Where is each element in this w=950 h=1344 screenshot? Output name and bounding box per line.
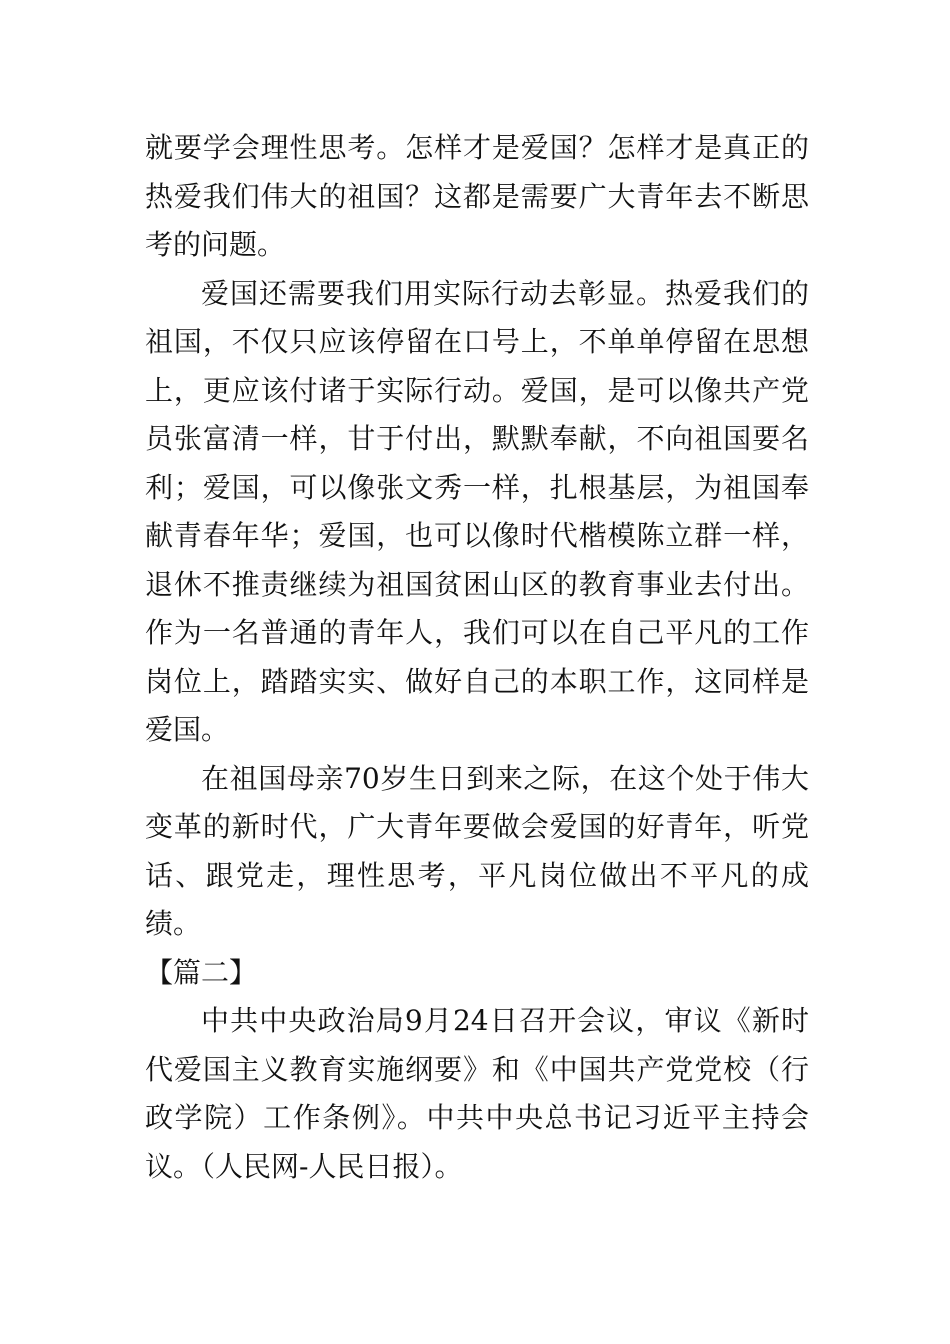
document-body (145, 124, 809, 1191)
paragraph-news: 中共中央政治局9月24日召开会议，审议《新时代爱国主义教育实施纲要》和《中国共产党党校（行政学院）工作条例》。中共中央总书记习近平主持会议。（人民网-人民日报）。 (145, 1004, 809, 1183)
paragraph-action: 爱国还需要我们用实际行动去彰显。热爱我们的祖国，不仅只应该停留在口号上，不单单停留在思想上，更应该付诸于实际行动。爱国，是可以像共产党员张富清一样，甘于付出，默默奉献，不向祖国要名利；爱国，可以像张文秀一样，扎根基层，为祖国奉献青春年华；爱国，也可以像时代楷模陈立群一样，退休不推责继续为祖国贫困山区的教育事业去付出。作为一名普通的青年人，我们可以在自己平凡的工作岗位上，踏踏实实、做好自己的本职工作，这同样是爱国。 (145, 276, 809, 746)
paragraph-conclusion: 在祖国母亲70岁生日到来之际，在这个处于伟大变革的新时代，广大青年要做会爱国的好青年，听党话、跟党走，理性思考，平凡岗位做出不平凡的成绩。 (145, 761, 809, 940)
section-heading: 【篇二】 (145, 955, 258, 989)
paragraph-continuation: 就要学会理性思考。怎样才是爱国？怎样才是真正的热爱我们伟大的祖国？这都是需要广大青年去不断思考的问题。 (145, 131, 809, 261)
